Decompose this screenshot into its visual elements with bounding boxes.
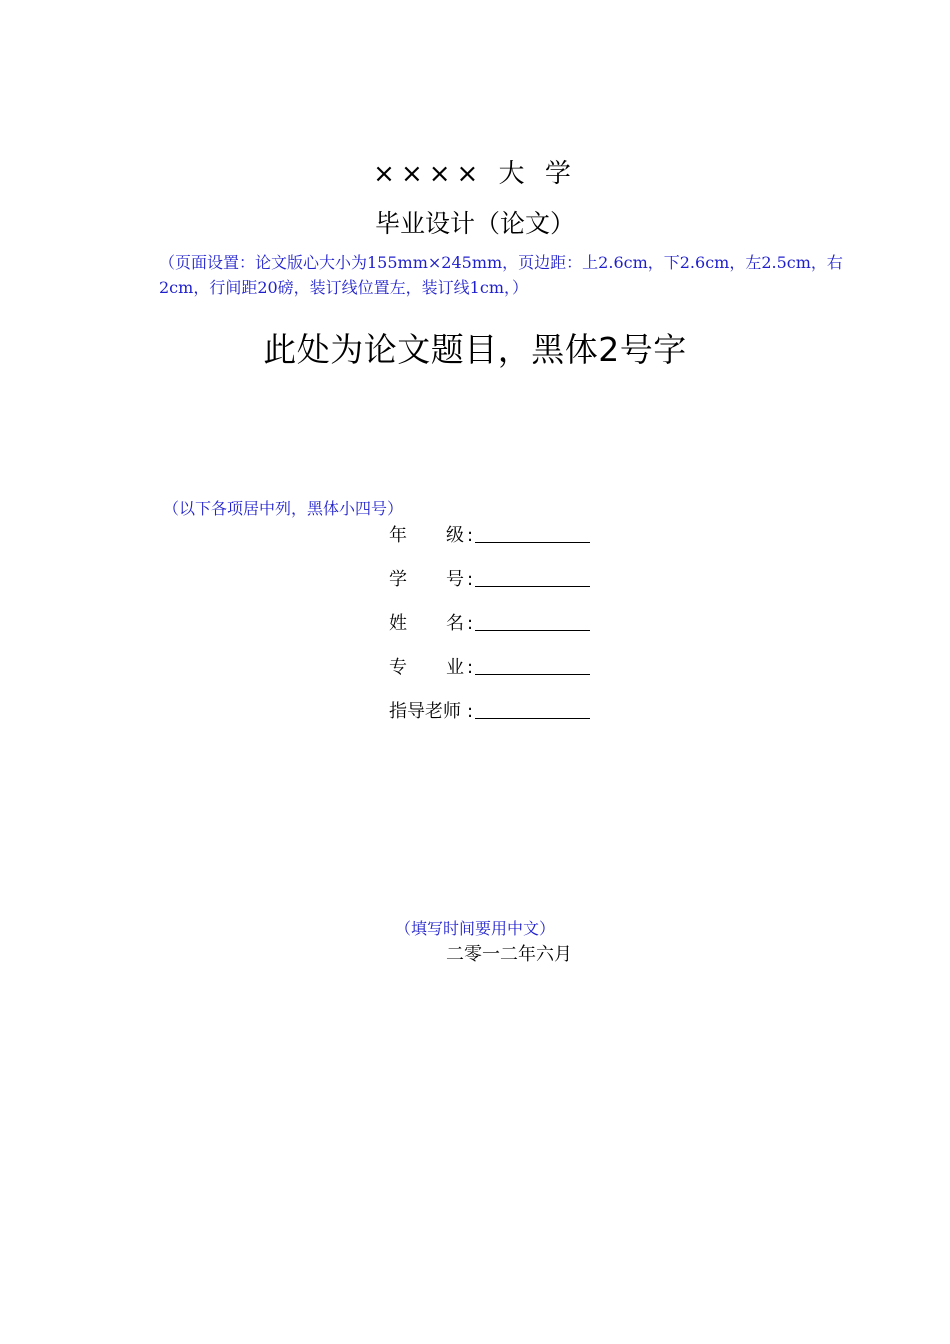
student-id-label: 学 号 bbox=[389, 569, 464, 590]
grade-label: 年 级 bbox=[389, 525, 464, 546]
date-format-instruction: （填写时间要用中文） bbox=[394, 919, 555, 938]
field-colon: : bbox=[467, 525, 474, 546]
major-label: 专 业 bbox=[389, 657, 464, 678]
thesis-title: 此处为论文题目，黑体2号字 bbox=[263, 330, 687, 369]
grade-blank-line[interactable] bbox=[475, 542, 590, 543]
university-name: ×××× 大 学 bbox=[373, 159, 577, 189]
advisor-label: 指导老师 bbox=[389, 701, 461, 722]
advisor-blank-line[interactable] bbox=[475, 718, 590, 719]
page-setup-instruction: （页面设置：论文版心大小为155mm×245mm，页边距：上2.6cm，下2.6cm，左2.5cm，右2cm，行间距20磅，装订线位置左，装订线1cm，） bbox=[159, 253, 843, 297]
major-blank-line[interactable] bbox=[475, 674, 590, 675]
field-colon: : bbox=[467, 613, 474, 634]
submission-date: 二零一二年六月 bbox=[446, 944, 572, 965]
name-blank-line[interactable] bbox=[475, 630, 590, 631]
field-colon: : bbox=[467, 657, 474, 678]
student-id-blank-line[interactable] bbox=[475, 586, 590, 587]
field-colon: : bbox=[467, 701, 474, 722]
name-label: 姓 名 bbox=[389, 613, 464, 634]
document-type-heading: 毕业设计（论文） bbox=[374, 209, 575, 238]
items-format-instruction: （以下各项居中列，黑体小四号） bbox=[163, 499, 404, 518]
field-colon: : bbox=[467, 569, 474, 590]
